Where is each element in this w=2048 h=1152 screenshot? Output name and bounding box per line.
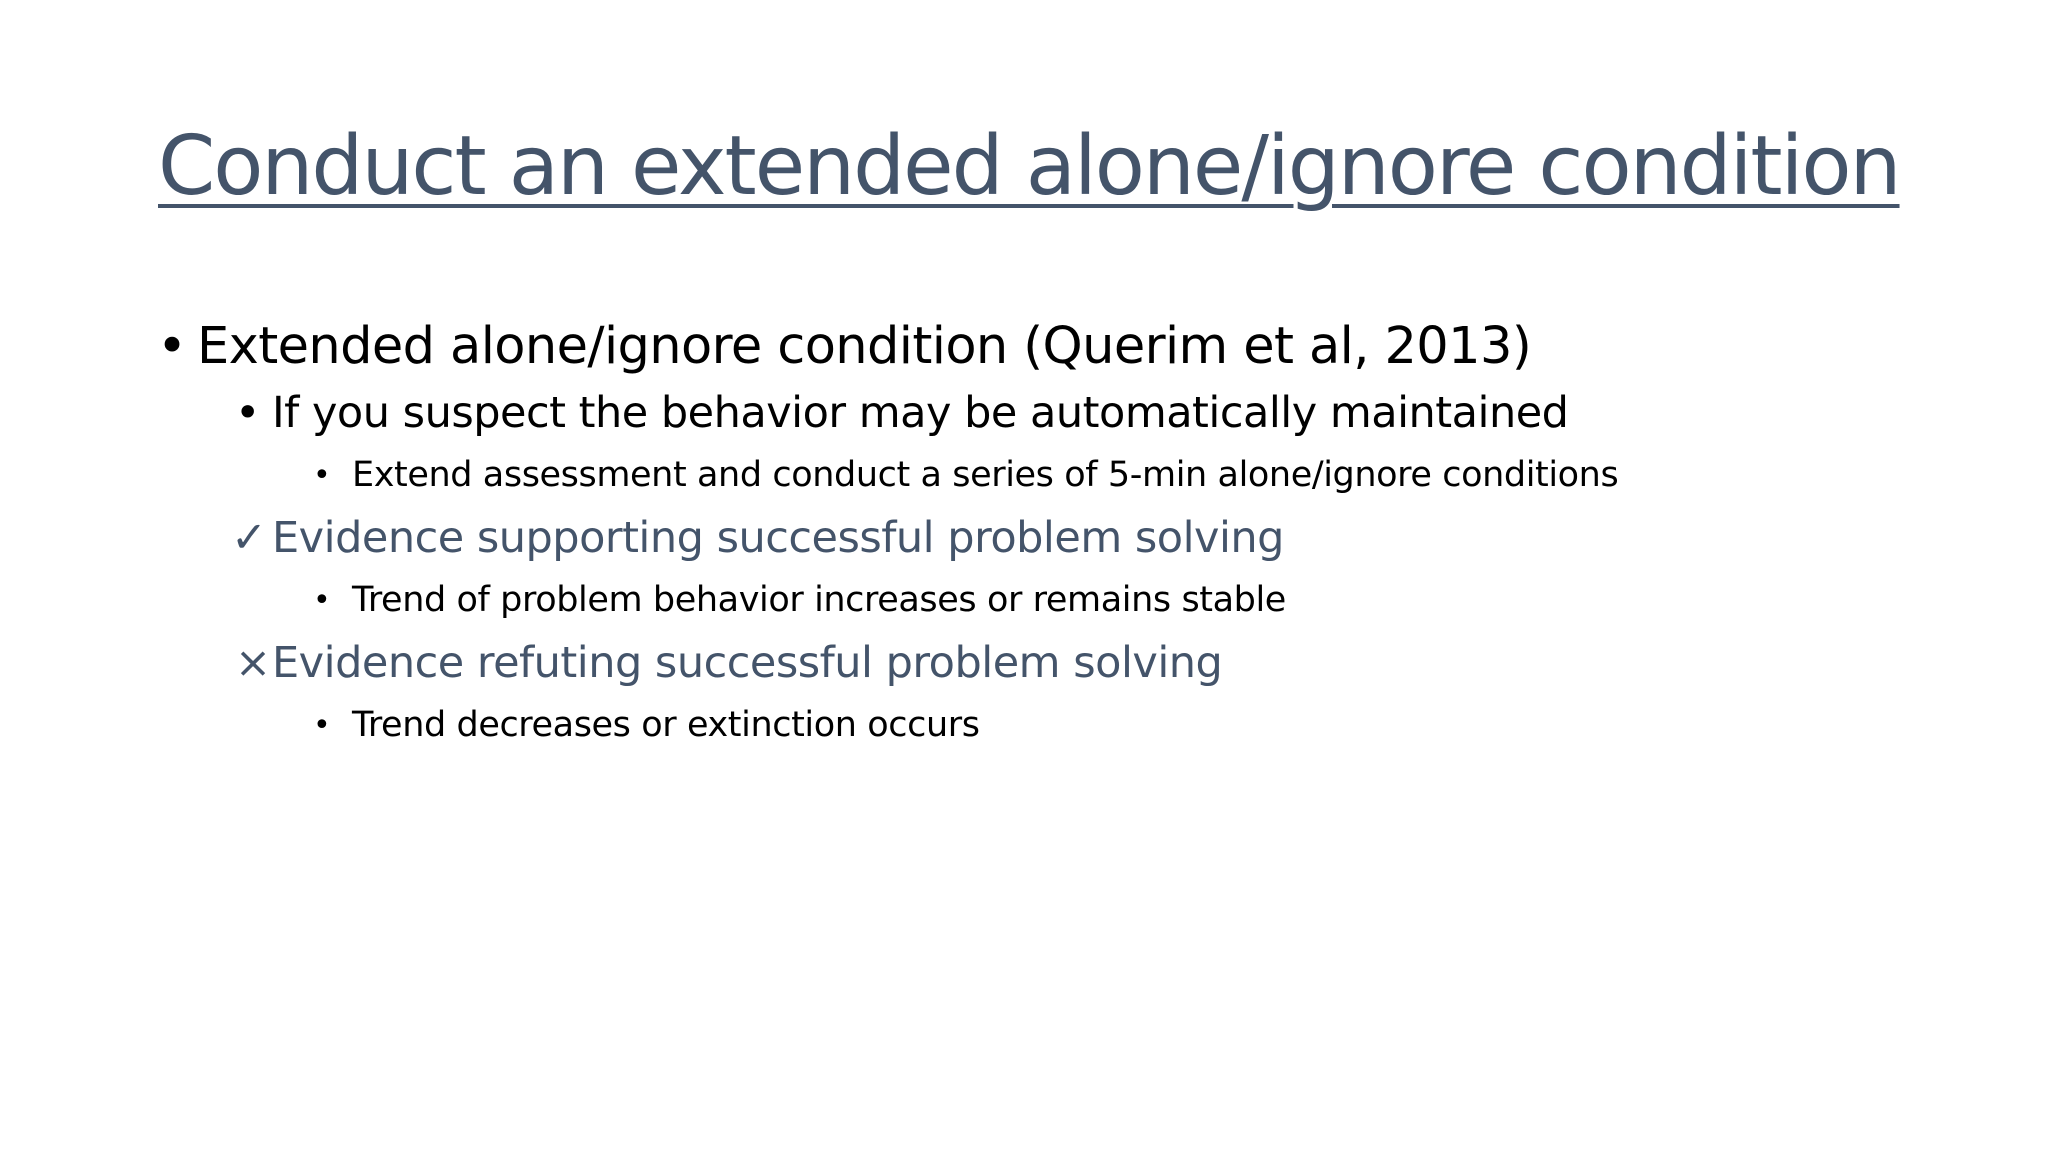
bullet-marker: • — [157, 317, 187, 376]
bullet-item-level2 — [235, 382, 1955, 444]
bullet-list — [155, 312, 1955, 757]
slide-title: Conduct an extended alone/ignore condition — [158, 119, 1900, 214]
bullet-text: Evidence supporting successful problem solving — [272, 513, 1284, 563]
bullet-text: Extended alone/ignore condition (Querim et al, 2013) — [197, 317, 1532, 376]
bullet-item-level3 — [313, 694, 1955, 757]
bullet-item-level3 — [313, 444, 1955, 507]
evidence-supporting-item — [231, 507, 1955, 569]
bullet-text: Extend assessment and conduct a series of 5-min alone/ignore conditions — [352, 455, 1619, 495]
bullet-marker: • — [313, 708, 331, 743]
bullet-text: If you suspect the behavior may be automatically maintained — [272, 388, 1569, 438]
bullet-text: Evidence refuting successful problem solving — [272, 638, 1223, 688]
cross-icon: × — [235, 638, 271, 688]
bullet-marker: • — [313, 458, 331, 493]
checkmark-icon: ✓ — [231, 513, 267, 563]
bullet-marker: • — [235, 388, 260, 438]
evidence-refuting-item — [235, 632, 1955, 694]
bullet-marker: • — [313, 583, 331, 618]
bullet-text: Trend of problem behavior increases or remains stable — [352, 580, 1286, 620]
bullet-item-level1 — [155, 312, 1955, 382]
bullet-item-level3 — [313, 569, 1955, 632]
bullet-text: Trend decreases or extinction occurs — [352, 705, 980, 745]
